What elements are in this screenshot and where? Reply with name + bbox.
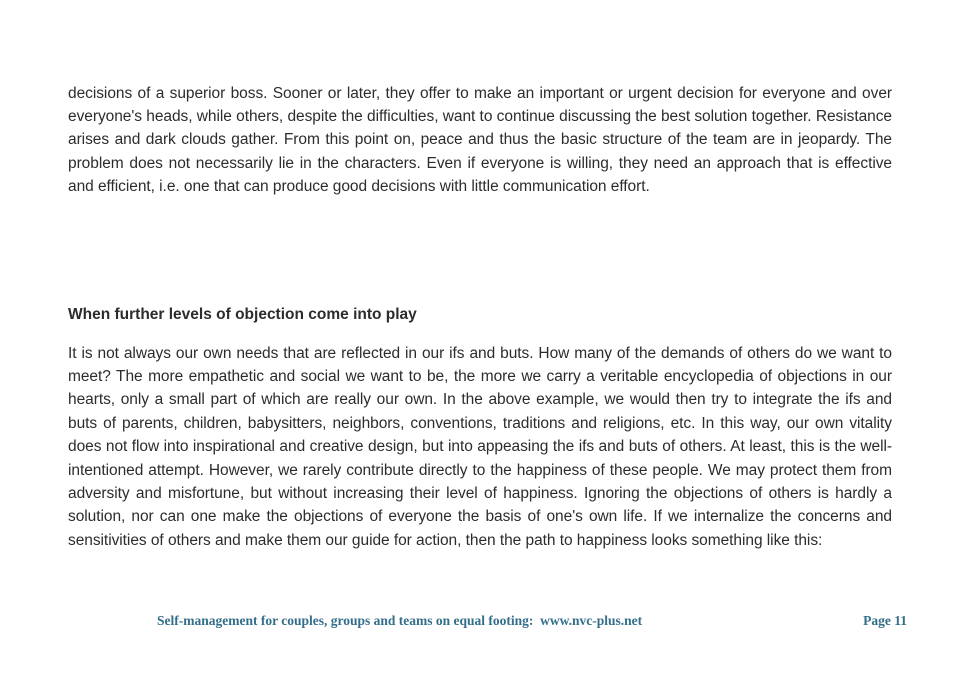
page-number: Page 11 (863, 613, 907, 628)
body-paragraph-1: decisions of a superior boss. Sooner or later, they offer to make an important or urgent decision for everyone and over everyone's heads, while others, despite the difficulties, want to continue discussing the best solution together. Resistance arises and dark clouds gather. From this point on, peace and thus the basic structure of the team are in jeopardy. The problem does not necessarily lie in the characters. Even if everyone is willing, they need an approach that is effective and efficient, i.e. one that can produce good decisions with little communication effort. (68, 84, 892, 196)
footer-text: Self-management for couples, groups and teams on equal footing: www.nvc-plus.net (157, 613, 643, 628)
section-heading: When further levels of objection come into play (68, 305, 417, 323)
body-paragraph-2: It is not always our own needs that are reflected in our ifs and buts. How many of the demands of others do we want to meet? The more empathetic and social we want to be, the more we carry a veritable encyclopedia of objections in our hearts, only a small part of which are really our own. In the above example, we would then try to integrate the ifs and buts of parents, children, babysitters, neighbors, conventions, traditions and religions, etc. In this way, our own vitality does not flow into inspirational and creative design, but into appeasing the ifs and buts of others. At least, this is the well-intentioned attempt. However, we rarely contribute directly to the happiness of these people. We may protect them from adversity and misfortune, but without increasing their level of happiness. Ignoring the objections of others is hardly a solution, nor can one make the objections of everyone the basis of one's own life. If we internalize the concerns and sensitivities of others and make them our guide for action, then the path to happiness looks something like this: (68, 344, 892, 549)
